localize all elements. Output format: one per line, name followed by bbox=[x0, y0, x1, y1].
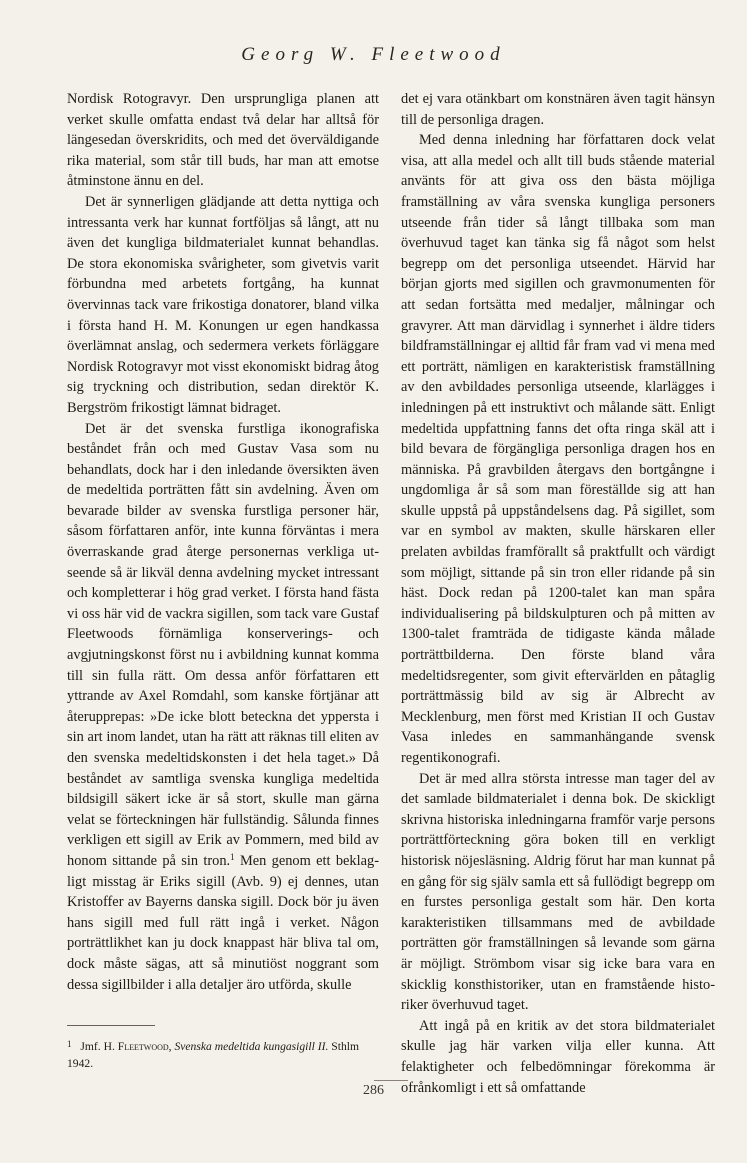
paragraph: Att ingå på en kritik av det stora bildmaterialet skulle jag här varken vilja eller kunna. Att felaktigheter och felbedömningar förekomma är ofrånkomligt i ett så omfattande bbox=[401, 1017, 715, 1096]
footnote-place-year: Sthlm 1942. bbox=[67, 1040, 359, 1070]
footnote-author: Fleetwood, bbox=[117, 1040, 172, 1053]
footnote bbox=[67, 1036, 379, 1072]
paragraph: det ej vara otänkbart om konstnären även tagit hänsyn till de personliga dragen. bbox=[401, 91, 715, 128]
footnote-title: Svenska medeltida kungasigill II. bbox=[174, 1040, 329, 1053]
paragraph-text: Det är det svenska furstliga ikonografiska beståndet från och med Gustav Vasa som nu behandlats, dock har i den inledande översikten även de medeltida porträtten fått sin avdelning. Även om bevarade bilder av svenska furstliga personer här, såsom författaren anför, inte kunna förväntas i mera överraskande grad återge personernas verkliga utseende så är likväl denna avdelning mycket intressant och kompletterar i hög grad verket. I första hand fästa vi oss här vid de vackra sigillen, som tack vare Gustaf Fleetwoods förnämliga konserverings- och avgjutningskonst först nu i avbildning kunnat komma till sin fulla rätt. Om dessa anför författaren ett yttrande av Axel Romdahl, som kanske förtjänar att återupprepas: »De icke blott beteckna det yppersta i sin art inom landet, utan ha rätt att räknas till eliten av den svenska medeltidskonsten i det hela taget.» Då beståndet av samtliga svenska kungliga medeltida bildsigill säkert icke är så stort, skulle man gärna velat se förteckningen här fullständig. Sålunda finnes verkligen ett sigill av Erik av Pommern, med bild av honom sittande på sin tron. bbox=[67, 420, 379, 869]
page-number: 286 bbox=[363, 1083, 384, 1098]
footnote-reference: 1 bbox=[230, 851, 235, 862]
footnote-number: 1 bbox=[67, 1039, 72, 1049]
paragraph: Det är med allra största intresse man tager del av det samlade bildmaterialet i denna bok. De skickligt skrivna historiska inledningarna framför varje persons porträttförteckning göra boken till en verkligt historisk nöjesläsning. Aldrig förut har man kunnat på en gång för sig själv samla ett så fullödigt begrepp om en furstes personliga gestalt som här. Den korta karakteristiken tillsammans med de avbildade porträtten gör framställningen så levande som gärna är möjligt. Strömbom visar sig icke bara vara en skicklig konsthistoriker, utan en framstående historiker överhuvud taget. bbox=[401, 770, 715, 1014]
page-number-rule bbox=[374, 1080, 408, 1081]
paragraph: Med denna inledning har författaren dock velat visa, att alla medel och allt till buds stående material använts för att giva oss den bästa möjliga framställning av våra svenska kungliga personers utseende från tider så långt tillbaka som man överhuvud taget kan tänka sig få något som helst begrepp om det personliga utseendet. Härvid har början gjorts med sigillen och gravmonumenten för att sedan fortsätta med medaljer, målningar och gravyrer. Att man därvidlag i synnerhet i äldre tiders bildframställningar ej alltid får fram vad vi mena med ett porträtt, nämligen en karakteristisk framställning av den avbildades personliga utseende, klarlägges i inledningen på ett instruktivt och målande sätt. Enligt medeltida uppfattning fanns det ofta ringa skäl att i bild bevara de förgängliga personliga dragen hos en människa. På gravbilden återgavs den bortgångne i ungdomliga år så som man föreställde sig att han skulle uppstå på uppståndelsens dag. På sigillet, som var en symbol av makten, skulle härskaren eller prelaten avbildas framförallt så praktfullt och värdigt som möjligt, sittande på sin tron eller ridande på sin häst. Dock redan på 1200-talet kan man spåra individualisering på bildskulpturen och på mitten av 1300-talet framträda de tidigaste kända målade porträttbilderna. Den förste bland våra medeltidsregenter, som givit eftervärlden en påtaglig porträttmässig bild av sig är Albrecht av Mecklenburg, men först med Kristian II och Gustav Vasa inledes en sammanhängande svensk regentikonografi. bbox=[401, 132, 715, 766]
footnote-prefix: Jmf. H. bbox=[80, 1040, 115, 1053]
running-head: Georg W. Fleetwood bbox=[241, 44, 506, 65]
paragraph-text: Men genom ett beklagligt misstag är Eriks sigill (Avb. 9) ej dennes, utan Kristoffer av Bayerns danska sigill. Dock bör ju även hans sigill med full rätt ingå i verket. Någon porträttlikhet kan ju dock knappast här bliva tal om, dock måste sägas, att så minutiöst noggrant som dessa sigillbilder i alla detaljer äro utförda, skulle bbox=[67, 852, 379, 993]
paragraph bbox=[67, 419, 379, 996]
left-column bbox=[67, 89, 379, 995]
footnote-divider bbox=[67, 1025, 155, 1026]
right-column bbox=[401, 89, 715, 1098]
paragraph: Nordisk Rotogravyr. Den ursprungliga planen att verket skulle omfatta endast två delar har alltså för längesedan överskridits, och med det överväldigande rika material, som står till buds, har man att emotse åtminstone ännu en del. bbox=[67, 91, 379, 190]
paragraph: Det är synnerligen glädjande att detta nyttiga och intressanta verk har kunnat fortföljas så långt, att nu även det kungliga bildmaterialet kunnat behandlas. De stora ekonomiska svårigheter, som givetvis varit förbundna med arbetets fortgång, ha kunnat övervinnas tack vare frikostiga donatorer, bland vilka i första hand H. M. Konungen ur egen handkassa överlämnat anslag, och sedermera verkets förläggare Nordisk Rotogravyr mot visst ekonomiskt bidrag åtog sig tryckning och distribution, sedan direktör K. Bergström frikostigt lämnat bidraget. bbox=[67, 193, 379, 416]
